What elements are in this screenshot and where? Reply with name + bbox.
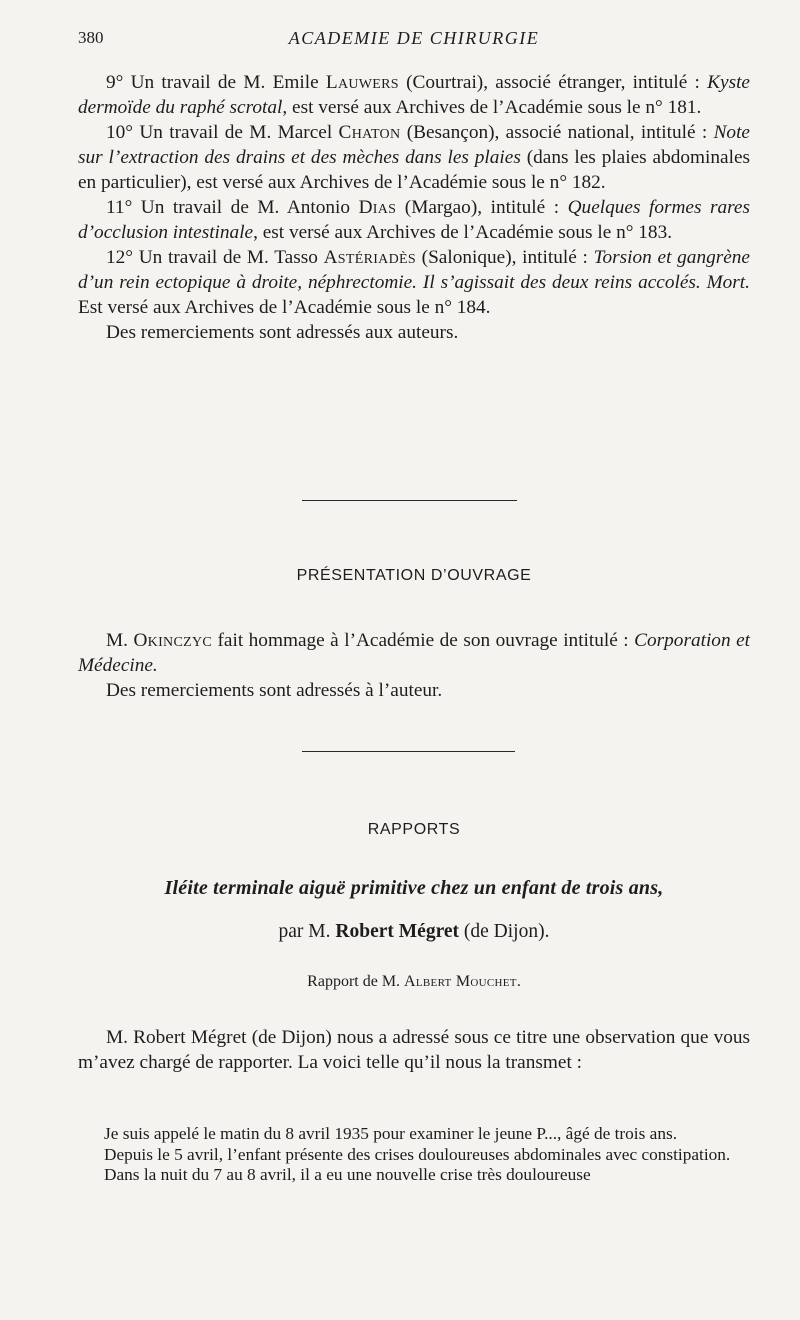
section-heading-rapports: RAPPORTS [367, 821, 461, 838]
author-name: Chaton [338, 122, 401, 143]
thanks-author: Des remerciements sont adressés à l’auteur. [106, 680, 443, 701]
article-byline: par M. Robert Mégret (de Dijon). [278, 921, 550, 942]
author-name: Robert Mégret [335, 921, 460, 942]
author-name: Albert Mouchet [404, 973, 517, 990]
author-name: Okinczyc [133, 630, 212, 651]
work-title: Kyste dermoïde du raphé scrotal [78, 72, 750, 118]
work-title: Note sur l’extraction des drains et des mèches dans les plaies [78, 122, 750, 168]
report-intro-block [78, 1025, 750, 1075]
archive-items [78, 70, 750, 345]
quote-paragraph: Depuis le 5 avril, l’enfant présente des crises douloureuses abdominales avec constipation. [104, 1144, 731, 1164]
article-title: Iléite terminale aiguë primitive chez un enfant de trois ans, [164, 877, 664, 899]
author-name: Lauwers [325, 72, 399, 93]
section-divider [302, 500, 517, 501]
work-title: Corporation et Médecine. [78, 630, 750, 676]
section-divider [302, 751, 515, 752]
rapport-attribution: Rapport de M. Albert Mouchet. [307, 973, 521, 990]
report-intro: M. Robert Mégret (de Dijon) nous a adressé sous ce titre une observation que vous m’avez chargé de rapporter. La voici telle qu’il nous la transmet : [78, 1027, 750, 1073]
work-title: Quelques formes rares d’occlusion intestinale [78, 197, 750, 243]
section-heading-presentation: PRÉSENTATION D’OUVRAGE [296, 567, 532, 584]
page-number: 380 [78, 28, 104, 47]
page-header [78, 28, 750, 52]
author-name: Dias [358, 197, 397, 218]
quote-paragraph: Dans la nuit du 7 au 8 avril, il a eu une nouvelle crise très douloureuse [104, 1165, 591, 1184]
quote-paragraph: Je suis appelé le matin du 8 avril 1935 pour examiner le jeune P..., âgé de trois ans. [104, 1124, 678, 1143]
item-10: 10° Un travail de M. Marcel Chaton (Besançon), associé national, intitulé : Note sur l’extraction des drains et des mèches dans les plaies (dans les plaies abdominales en particulier), est versé aux Archives de l’Académie sous le n° 182. [78, 122, 751, 193]
presentation-text: M. Okinczyc fait hommage à l’Académie de son ouvrage intitulé : Corporation et Médecine. [78, 630, 750, 676]
item-12: 12° Un travail de M. Tasso Astériadès (Salonique), intitulé : Torsion et gangrène d’un rein ectopique à droite, néphrectomie. Il s’agissait des deux reins accolés. Mort. Est versé aux Archives de l’Académie sous le n° 184. [78, 247, 750, 318]
item-11: 11° Un travail de M. Antonio Dias (Margao), intitulé : Quelques formes rares d’occlusion intestinale, est versé aux Archives de l’Académie sous le n° 183. [78, 197, 750, 243]
work-title: Torsion et gangrène d’un rein ectopique à droite, néphrectomie. Il s’agissait des deux reins accolés. Mort. [78, 247, 750, 293]
thanks-authors: Des remerciements sont adressés aux auteurs. [106, 322, 459, 343]
running-title: ACADEMIE DE CHIRURGIE [288, 28, 540, 48]
author-name: Astériadès [323, 247, 416, 268]
presentation-body [78, 628, 750, 703]
case-observation [78, 1124, 750, 1186]
item-9: 9° Un travail de M. Emile Lauwers (Courtrai), associé étranger, intitulé : Kyste dermoïde du raphé scrotal, est versé aux Archives de l’Académie sous le n° 181. [78, 72, 750, 118]
